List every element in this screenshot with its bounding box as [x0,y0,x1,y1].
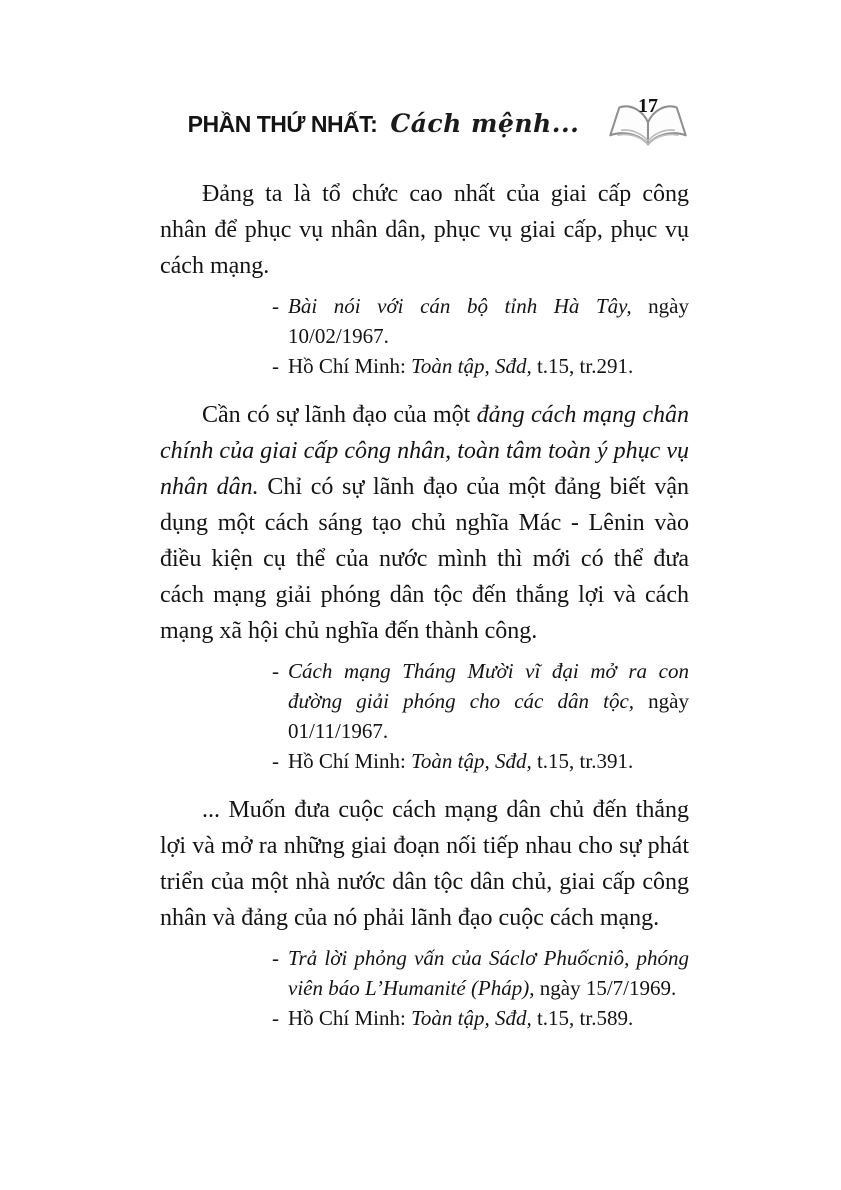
citation-dash: - [272,354,279,378]
text-run: Cần có sự lãnh đạo của một [202,402,477,428]
italic-text-run: Trả lời phỏng vấn của Sáclơ Phuốcniô, phóng viên báo L’Humanité (Pháp), [288,946,689,1000]
citation-list [160,943,689,1033]
text-run: Hồ Chí Minh: [288,354,412,378]
text-run: ngày 01/11/1967. [288,689,689,743]
citation-item [272,291,689,351]
italic-text-run: Cách mạng Tháng Mười vĩ đại mở ra con đường giải phóng cho các dân tộc, [288,659,689,713]
text-run: Hồ Chí Minh: [288,749,412,773]
citation-dash: - [272,946,279,970]
italic-text-run: Toàn tập, Sđd, [411,749,532,773]
italic-text-run: Bài nói với cán bộ tỉnh Hà Tây, [288,294,632,318]
text-run: t.15, tr.291. [531,354,634,378]
part-title: Cách mệnh... [390,108,580,138]
citation-text [288,1003,689,1033]
part-label: PHẦN THỨ NHẤT: [187,110,378,137]
text-run: ngày 10/02/1967. [288,294,690,348]
italic-text-run: Toàn tập, Sđd, [411,354,532,378]
citation-dash: - [272,659,279,683]
citation-list [160,291,689,381]
citation-text [288,656,689,746]
quote-paragraph [160,397,689,649]
quote-paragraph [160,176,689,284]
text-run: t.15, tr.391. [531,749,634,773]
page-header [160,96,689,150]
page-number: 17 [638,95,658,117]
italic-text-run: đảng cách mạng chân chính của giai cấp công nhân, toàn tâm toàn ý phục vụ nhân dân. [160,402,689,500]
citation-dash: - [272,1006,279,1030]
citation-item [272,656,689,746]
citation-item [272,1003,689,1033]
text-run: Chỉ có sự lãnh đạo của một đảng biết vận dụng một cách sáng tạo chủ nghĩa Mác - Lênin vào điều kiện cụ thể của nước mình thì mới có thể đưa cách mạng giải phóng dân tộc đến thắng lợi và cách mạng xã hội chủ nghĩa đến thành công. [160,474,690,644]
text-run: ... Muốn đưa cuộc cách mạng dân chủ đến thắng lợi và mở ra những giai đoạn nối tiếp nhau cho sự phát triển của một nhà nước dân tộc dân chủ, giai cấp công nhân và đảng của nó phải lãnh đạo cuộc cách mạng. [160,797,689,931]
quote-section [160,792,689,1033]
text-run: ngày 15/7/1969. [534,976,677,1000]
quote-section [160,176,689,381]
citation-text [288,746,689,776]
citation-item [272,943,689,1003]
page-number-badge [607,96,689,150]
text-run: t.15, tr.589. [531,1006,634,1030]
citation-dash: - [272,294,279,318]
text-run: Đảng ta là tổ chức cao nhất của giai cấp công nhân để phục vụ nhân dân, phục vụ giai cấp, phục vụ cách mạng. [160,181,689,279]
quote-section [160,397,689,776]
running-header [160,109,607,138]
page-body [160,176,689,1033]
citation-text [288,351,689,381]
quote-paragraph [160,792,689,936]
italic-text-run: Toàn tập, Sđd, [411,1006,532,1030]
citation-item [272,351,689,381]
citation-item [272,746,689,776]
citation-dash: - [272,749,279,773]
citation-text [288,291,689,351]
citation-text [288,943,689,1003]
citation-list [160,656,689,776]
text-run: Hồ Chí Minh: [288,1006,412,1030]
